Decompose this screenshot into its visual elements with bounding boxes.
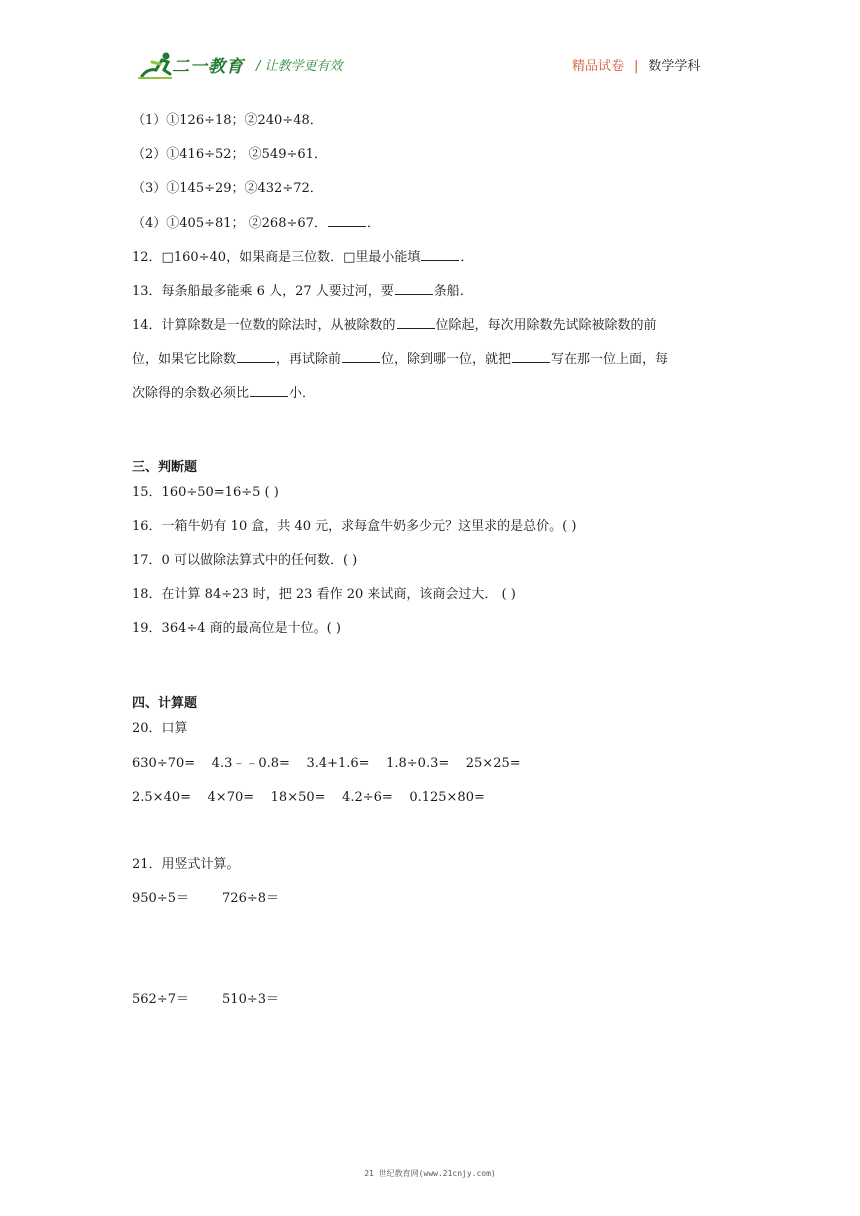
q14-text-1: 14．计算除数是一位数的除法时，从被除数的 bbox=[132, 318, 396, 333]
question-15: 15．160÷50=16÷5 ( ) bbox=[132, 485, 279, 500]
vertical-calc-row-2: 562÷7＝ 510÷3＝ bbox=[132, 992, 280, 1007]
q12-text: 12．□160÷40，如果商是三位数．□里最小能填 bbox=[132, 250, 421, 265]
slogan: / 让教学更有效 bbox=[256, 59, 343, 74]
header-subject bbox=[572, 55, 700, 74]
q13-end: 条船． bbox=[433, 284, 473, 299]
q14-text-4: ，再试除前 bbox=[276, 352, 342, 367]
q12-end: ． bbox=[460, 250, 474, 265]
q14-text-3: 位，如果它比除数 bbox=[132, 352, 237, 367]
question-21: 21．用竖式计算。 bbox=[132, 857, 240, 872]
question-18: 18．在计算 84÷23 时，把 23 看作 20 来试商，该商会过大． ( ) bbox=[132, 587, 516, 602]
q11-item-1: （1）①126÷18；②240÷48． bbox=[132, 113, 323, 128]
header-quality-label: 精品试卷 bbox=[572, 59, 625, 74]
section-3-title: 三、判断题 bbox=[132, 460, 198, 475]
question-12 bbox=[132, 248, 473, 267]
q14-text-8: 小． bbox=[289, 386, 316, 401]
question-20: 20．口算 bbox=[132, 721, 188, 736]
q14-text-7: 次除得的余数必须比 bbox=[132, 386, 250, 401]
answer-blank[interactable] bbox=[421, 248, 459, 261]
question-17: 17．0 可以做除法算式中的任何数．( ) bbox=[132, 553, 358, 568]
mental-math-row-1: 630÷70= 4.3﹣﹣0.8= 3.4+1.6= 1.8÷0.3= 25×25= bbox=[132, 756, 521, 771]
q14-text-5: 位，除到哪一位，就把 bbox=[381, 352, 512, 367]
answer-blank[interactable] bbox=[237, 350, 275, 363]
section-4-title: 四、计算题 bbox=[132, 696, 198, 711]
q11-item-4 bbox=[132, 214, 380, 233]
question-16: 16．一箱牛奶有 10 盒，共 40 元，求每盒牛奶多少元？这里求的是总价。( ) bbox=[132, 519, 577, 534]
q14-text-2: 位除起，每次用除数先试除被除数的前 bbox=[435, 318, 657, 333]
q13-text: 13．每条船最多能乘 6 人，27 人要过河，要 bbox=[132, 284, 394, 299]
question-13 bbox=[132, 282, 473, 301]
q14-text-6: 写在那一位上面，每 bbox=[551, 352, 669, 367]
question-14-line-2 bbox=[132, 350, 668, 369]
question-14-line-1 bbox=[132, 316, 657, 335]
header-subject-label: 数学学科 bbox=[648, 59, 701, 74]
question-14-line-3 bbox=[132, 384, 315, 403]
q11-item-2: （2）①416÷52； ②549÷61． bbox=[132, 147, 327, 162]
page-header bbox=[0, 0, 860, 90]
q11-item-4-text: （4）①405÷81； ②268÷67． bbox=[132, 216, 327, 231]
answer-blank[interactable] bbox=[342, 350, 380, 363]
answer-blank[interactable] bbox=[512, 350, 550, 363]
logo-text: 二一教育 bbox=[172, 57, 244, 77]
question-19: 19．364÷4 商的最高位是十位。( ) bbox=[132, 621, 341, 636]
answer-blank[interactable] bbox=[250, 384, 288, 397]
q11-item-3: （3）①145÷29；②432÷72． bbox=[132, 181, 323, 196]
answer-blank[interactable] bbox=[397, 316, 435, 329]
vertical-calc-row-1: 950÷5＝ 726÷8＝ bbox=[132, 891, 280, 906]
answer-blank[interactable] bbox=[395, 282, 433, 295]
page-footer: 21 世纪教育网(www.21cnjy.com) bbox=[364, 1169, 496, 1178]
answer-blank[interactable] bbox=[328, 214, 366, 227]
header-separator: | bbox=[634, 59, 639, 74]
mental-math-row-2: 2.5×40= 4×70= 18×50= 4.2÷6= 0.125×80= bbox=[132, 790, 485, 805]
q11-item-4-end: ． bbox=[366, 216, 380, 231]
